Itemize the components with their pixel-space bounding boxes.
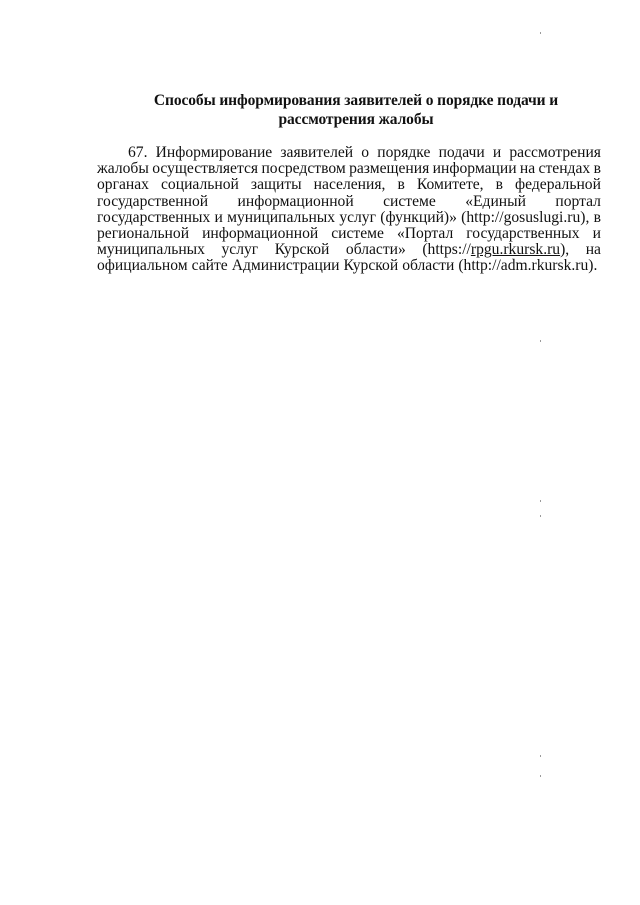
scan-speck xyxy=(540,32,541,34)
word: Комитете, xyxy=(416,176,484,194)
word: «Портал xyxy=(396,225,454,243)
word: региональной xyxy=(97,225,190,243)
word: и xyxy=(492,144,502,161)
word: услуг xyxy=(221,241,259,259)
section-heading xyxy=(96,91,616,129)
heading-line-2: рассмотрения жалобы xyxy=(278,111,434,128)
paragraph-line xyxy=(97,210,601,226)
word: органах xyxy=(97,176,149,194)
word: и xyxy=(214,208,223,226)
word: осуществляется xyxy=(152,160,259,178)
word: населения, xyxy=(313,176,386,194)
word: Курской xyxy=(343,257,399,275)
word: в xyxy=(593,208,601,226)
word: жалобы xyxy=(97,160,149,178)
word: области» xyxy=(345,241,406,259)
word: «Единый xyxy=(465,192,526,210)
paragraph-line xyxy=(97,145,601,161)
word: муниципальных xyxy=(97,241,205,259)
word: государственных xyxy=(466,225,580,243)
scan-speck xyxy=(540,500,541,502)
word: информационной xyxy=(237,192,354,210)
word: Администрации xyxy=(231,257,340,275)
word: размещения xyxy=(349,160,430,178)
word: защиты xyxy=(250,176,302,194)
word: системе xyxy=(383,192,436,210)
word: о xyxy=(361,144,370,161)
paragraph-line xyxy=(97,194,601,210)
word: официальном xyxy=(97,257,188,275)
word: государственных xyxy=(97,208,211,226)
word: и xyxy=(592,225,601,243)
word: муниципальных xyxy=(227,208,336,226)
scan-speck xyxy=(540,340,541,342)
word: федеральной xyxy=(515,176,601,194)
word: посредством xyxy=(261,160,346,178)
word: (функций)» xyxy=(380,208,457,226)
paragraph-line xyxy=(97,242,601,258)
word: Курской xyxy=(274,241,330,259)
word: на xyxy=(585,241,601,259)
paragraph-67 xyxy=(97,145,601,275)
word: сайте xyxy=(191,257,228,275)
word: подачи xyxy=(438,144,485,161)
word: стендах xyxy=(538,160,591,178)
word: портал xyxy=(555,192,601,210)
word: информации xyxy=(432,160,517,178)
paragraph-line xyxy=(97,258,601,274)
paragraph-line xyxy=(97,161,601,177)
word: в xyxy=(495,176,503,194)
rpgu-link-text: (https://rpgu.rkursk.ru), xyxy=(422,241,570,259)
word: государственной xyxy=(97,192,209,210)
word: системе xyxy=(331,225,384,243)
word: в xyxy=(593,160,601,178)
word: услуг xyxy=(339,208,377,226)
word: на xyxy=(519,160,536,178)
word: порядке xyxy=(377,144,431,161)
word: (http://adm.rkursk.ru). xyxy=(458,257,598,275)
word: заявителей xyxy=(280,144,354,161)
scan-speck xyxy=(540,775,541,777)
heading-line-1: Способы информирования заявителей о порядке подачи и xyxy=(153,92,559,109)
scan-speck xyxy=(540,515,541,517)
word: Информирование xyxy=(155,144,273,161)
scan-speck xyxy=(540,755,541,757)
paragraph-line xyxy=(97,226,601,242)
word: информационной xyxy=(202,225,319,243)
word: 67. xyxy=(128,144,148,161)
word: (http://gosuslugi.ru), xyxy=(461,208,590,226)
word: социальной xyxy=(161,176,239,194)
paragraph-line xyxy=(97,177,601,193)
word: рассмотрения xyxy=(509,144,601,161)
word: области xyxy=(402,257,455,275)
word: в xyxy=(397,176,405,194)
